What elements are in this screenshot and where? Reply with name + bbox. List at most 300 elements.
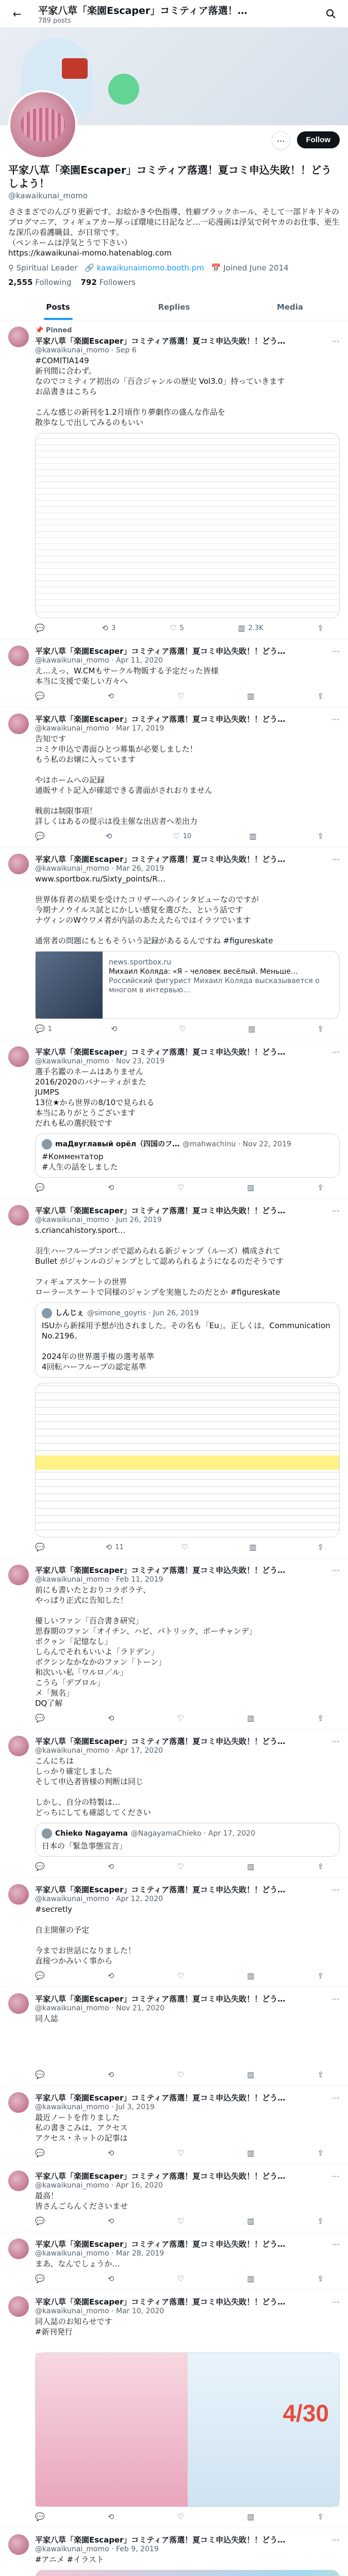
- reply-button[interactable]: [35, 1714, 48, 1723]
- tweet-more-icon[interactable]: ⋯: [332, 2297, 340, 2307]
- tweet-header: [35, 1046, 340, 1057]
- heart-icon: ♡: [173, 832, 180, 841]
- tweet-meta: @kawaikunai_momo · Jun 26, 2019: [35, 1216, 162, 1224]
- tweet-avatar[interactable]: [8, 646, 29, 666]
- repost-icon: ⟲: [111, 1024, 118, 1033]
- tweet-author[interactable]: 平家八草「楽園Escaper」コミティア落選！夏コミ申込失敗！！どう…: [35, 2240, 286, 2249]
- following-count[interactable]: 2,555 Following: [8, 278, 72, 287]
- reply-button[interactable]: [35, 623, 48, 633]
- tweet-author[interactable]: 平家八草「楽園Escaper」コミティア落選！夏コミ申込失敗！！どう…: [35, 1737, 286, 1746]
- reply-icon: 💬: [35, 623, 45, 633]
- heart-icon: ♡: [177, 1714, 184, 1723]
- share-button[interactable]: [317, 1714, 324, 1723]
- tweet-avatar[interactable]: [8, 1205, 29, 1226]
- reply-button[interactable]: [35, 691, 48, 701]
- like-button[interactable]: [177, 2216, 187, 2226]
- share-button[interactable]: [317, 1543, 324, 1552]
- share-icon: ⇪: [317, 1862, 324, 1871]
- link-card-description: Российский фигурист Михаил Коляда высказывается о многом в интервью…: [109, 977, 320, 994]
- profile-joined: 📅 Joined June 2014: [211, 263, 289, 273]
- reply-button[interactable]: [35, 1543, 48, 1552]
- tweet-more-icon[interactable]: ⋯: [332, 336, 340, 346]
- top-bar: [0, 0, 348, 27]
- link-card-image: [36, 952, 103, 1019]
- share-button[interactable]: [317, 623, 324, 633]
- quoted-handle: @mahwachinu · Nov 22, 2019: [183, 1140, 291, 1148]
- like-button[interactable]: ♡ 10: [173, 832, 192, 841]
- repost-icon: ⟲: [107, 1971, 114, 1980]
- repost-icon: ⟲: [107, 2070, 114, 2079]
- tweet-more-icon[interactable]: ⋯: [332, 2535, 340, 2545]
- heart-icon: ♡: [177, 2070, 184, 2079]
- reply-button[interactable]: [35, 2070, 48, 2079]
- like-button[interactable]: [177, 691, 187, 701]
- views-button[interactable]: [247, 1183, 257, 1192]
- tweet-author[interactable]: 平家八草「楽園Escaper」コミティア落選！夏コミ申込失敗！！どう…: [35, 855, 286, 864]
- reply-button[interactable]: [35, 1971, 48, 1980]
- tab-posts[interactable]: Posts: [0, 294, 116, 320]
- tweet-meta: @kawaikunai_momo · Mar 10, 2020: [35, 2307, 164, 2315]
- like-button[interactable]: [179, 1024, 189, 1033]
- tweet[interactable]: [0, 707, 348, 848]
- tweet-meta: @kawaikunai_momo · Sep 6: [35, 346, 137, 354]
- repost-button[interactable]: [108, 1714, 118, 1723]
- tweet-body: [35, 646, 340, 701]
- share-icon: ⇪: [317, 1971, 324, 1980]
- repost-icon: ⟲: [107, 1862, 114, 1871]
- tweet-author[interactable]: 平家八草「楽園Escaper」コミティア落選！夏コミ申込失敗！！どう…: [35, 715, 286, 724]
- tweet-header: [35, 1736, 340, 1747]
- tweet-header: [35, 2534, 340, 2545]
- reply-button[interactable]: [35, 2274, 48, 2283]
- views-button[interactable]: [247, 2274, 257, 2283]
- quoted-text: #Комментатор #人生の話をしました: [42, 1152, 118, 1172]
- tweet[interactable]: [0, 639, 348, 707]
- repost-button[interactable]: [108, 1971, 118, 1980]
- attached-image[interactable]: [35, 1383, 340, 1537]
- share-icon: ⇪: [317, 832, 324, 841]
- repost-button[interactable]: [108, 2148, 118, 2158]
- share-icon: ⇪: [317, 2070, 324, 2079]
- heart-icon: ♡: [177, 691, 184, 701]
- tweet-more-icon[interactable]: ⋯: [332, 2093, 340, 2103]
- tweet-text: 同人誌: [35, 2014, 59, 2023]
- tweet-author[interactable]: 平家八草「楽園Escaper」コミティア落選！夏コミ申込失敗！！どう…: [35, 2535, 286, 2545]
- tweet-header: [35, 1565, 340, 1575]
- timeline: [0, 320, 348, 2576]
- like-button[interactable]: [177, 1862, 187, 1871]
- quoted-text: 日本の「緊急事態宣言」: [42, 1841, 127, 1851]
- reply-icon: 💬: [35, 1971, 45, 1980]
- repost-icon: ⟲: [107, 1183, 114, 1192]
- share-icon: ⇪: [317, 1714, 324, 1723]
- heart-icon: ♡: [177, 2512, 184, 2521]
- share-icon: ⇪: [317, 1024, 324, 1033]
- like-button[interactable]: [177, 2274, 187, 2283]
- tweet-more-icon[interactable]: ⋯: [332, 1566, 340, 1575]
- tweet-avatar[interactable]: [8, 2171, 29, 2191]
- heart-icon: ♡: [181, 1543, 189, 1552]
- reply-icon: 💬: [35, 1714, 45, 1723]
- tweet-avatar[interactable]: [8, 1565, 29, 1585]
- share-icon: ⇪: [317, 1543, 324, 1552]
- tweet-body: [35, 2171, 340, 2226]
- tab-replies[interactable]: Replies: [158, 302, 190, 312]
- quoted-tweet[interactable]: [35, 1302, 340, 1378]
- chart-icon: ▥: [247, 691, 255, 701]
- tweet-more-icon[interactable]: ⋯: [332, 647, 340, 656]
- reply-button[interactable]: [35, 2148, 48, 2158]
- views-button[interactable]: [247, 1714, 257, 1723]
- views-button[interactable]: [247, 691, 257, 701]
- chart-icon: ▥: [247, 2216, 255, 2226]
- tweet-avatar[interactable]: [8, 1993, 29, 2014]
- share-button[interactable]: [317, 2070, 324, 2079]
- profile-meta: [8, 263, 340, 273]
- heart-icon: ♡: [169, 623, 177, 633]
- share-button[interactable]: [317, 1024, 324, 1033]
- reply-button[interactable]: 💬 1: [35, 1024, 52, 1033]
- tweet-meta: @kawaikunai_momo · Jul 3, 2019: [35, 2103, 155, 2111]
- like-button[interactable]: [177, 1183, 187, 1192]
- tweet[interactable]: [0, 2086, 348, 2164]
- tweet-text: 告知です コミケ申込で書面ひとつ募集が必要しました！ もう私のお嬢に入っています やはホームへの記録 通販サイト記入が確認できる書面がされおりません 戦前は制限事項！ 詳しくはあるの提示は役主催な出店者へ差出力: [35, 734, 212, 826]
- views-button[interactable]: [248, 1024, 258, 1033]
- quoted-handle: @simone_goyris · Jun 26, 2019: [87, 1309, 199, 1317]
- share-button[interactable]: [317, 832, 324, 841]
- reply-icon: 💬: [35, 832, 45, 841]
- reply-button[interactable]: [35, 1183, 48, 1192]
- share-button[interactable]: [317, 691, 324, 701]
- tweet-avatar[interactable]: [8, 2534, 29, 2555]
- reply-icon: 💬: [35, 1024, 45, 1033]
- tweet-actions: [35, 2274, 324, 2283]
- reply-icon: 💬: [35, 2216, 45, 2226]
- tweet-header: [35, 335, 340, 346]
- tweet-body: [35, 1884, 340, 1980]
- tweet-actions: [35, 1183, 324, 1192]
- quoted-tweet[interactable]: [35, 1133, 340, 1178]
- tweet-actions: [35, 2512, 324, 2521]
- repost-button[interactable]: ⟲ 11: [105, 1543, 124, 1552]
- share-icon: ⇪: [317, 2216, 324, 2226]
- tweet-text: 最近ノートを作りました 私の書きこみは、アクセス アクセス・ネットの記事は: [35, 2113, 128, 2143]
- tweet-header: [35, 1884, 340, 1895]
- tweet-more-icon[interactable]: ⋯: [332, 855, 340, 864]
- tweet-actions: [35, 2216, 324, 2226]
- quoted-author: Chieko Nagayama: [55, 1829, 128, 1838]
- repost-button[interactable]: [106, 832, 115, 841]
- tweet-author[interactable]: 平家八草「楽園Escaper」コミティア落選！夏コミ申込失敗！！どう…: [35, 1566, 286, 1575]
- views-button[interactable]: [247, 2512, 257, 2521]
- chart-icon: ▥: [249, 1543, 257, 1552]
- chart-icon: ▥: [247, 2274, 255, 2283]
- repost-button[interactable]: [108, 2070, 118, 2079]
- repost-icon: ⟲: [107, 2148, 114, 2158]
- quoted-tweet[interactable]: [35, 1823, 340, 1857]
- like-button[interactable]: [177, 2070, 187, 2079]
- repost-button[interactable]: ⟲ 3: [102, 623, 116, 633]
- tweet-actions: [35, 832, 324, 841]
- like-button[interactable]: ♡ 5: [169, 623, 184, 633]
- views-button[interactable]: [247, 1862, 257, 1871]
- tweet-header: [35, 2239, 340, 2249]
- chart-icon: ▥: [247, 1971, 255, 1980]
- profile-bio: ささまざでのんびり更新です。お絵かきや色指導、性癖ブラックホール、そして一部ドキドキのブログマニア、フィギュアカー厚っぽ環境に日記など…一応漫画は浮気で何ヤカのお仕事、更生な深爪の看護職員、が日常です。 （ペンネームは浮気とうで下さい） https://kawaikunai-momo.hatenablog.com: [8, 207, 340, 258]
- tweet-body: [35, 1046, 340, 1192]
- share-icon: ⇪: [317, 691, 324, 701]
- repost-button[interactable]: [108, 2274, 118, 2283]
- search-icon[interactable]: [322, 5, 340, 23]
- repost-icon: ⟲: [107, 2274, 114, 2283]
- heart-icon: ♡: [179, 1024, 187, 1033]
- tweet-meta: @kawaikunai_momo · Nov 23, 2019: [35, 1057, 165, 1065]
- tweet-body: [35, 327, 340, 633]
- tweet-body: [35, 1205, 340, 1552]
- tweet-meta: @kawaikunai_momo · Apr 16, 2020: [35, 2181, 163, 2190]
- tweet-avatar[interactable]: [8, 1884, 29, 1905]
- quoted-avatar: [42, 1139, 52, 1149]
- tweet-header: [35, 714, 340, 724]
- tweet[interactable]: [0, 2528, 348, 2576]
- share-button[interactable]: [317, 1971, 324, 1980]
- tweet-body: [35, 2296, 340, 2521]
- tweet-text: s.criancahistory.sport… 羽生ハーフループコンボで認められる新ジャンプ（ルーズ）構成されて Bullet がジャンルのジャンプとして認められるようになるのだそうです フィギュアスケートの世界 ローラースケートで同様のジャンプを実施したのだとか #figureskate: [35, 1226, 284, 1297]
- tweet-actions: [35, 623, 324, 633]
- follow-button[interactable]: Follow: [297, 131, 340, 148]
- tweet-meta: @kawaikunai_momo · Apr 17, 2020: [35, 1747, 163, 1755]
- tweet-avatar[interactable]: [8, 2296, 29, 2317]
- tweet-text: 同人誌のお知らせです #新刊発行: [35, 2317, 112, 2336]
- tweet-more-icon[interactable]: ⋯: [332, 1047, 340, 1057]
- tweet-author[interactable]: 平家八草「楽園Escaper」コミティア落選！夏コミ申込失敗！！どう…: [35, 1885, 286, 1894]
- reply-icon: 💬: [35, 1183, 45, 1192]
- tweet-body: [35, 2239, 340, 2283]
- tweet[interactable]: [0, 320, 348, 639]
- like-button[interactable]: [177, 2512, 187, 2521]
- tweet[interactable]: [0, 1987, 348, 2086]
- tweet-body: [35, 2534, 340, 2576]
- avatar[interactable]: [8, 90, 77, 159]
- tweet[interactable]: [0, 2232, 348, 2290]
- chart-icon: ▥: [249, 832, 257, 841]
- tweet-author[interactable]: 平家八草「楽園Escaper」コミティア落選！夏コミ申込失敗！！どう…: [35, 1206, 286, 1215]
- like-button[interactable]: [177, 1971, 187, 1980]
- profile-name: 平家八草「楽園Escaper」コミティア落選！夏コミ申込失敗！！どうしよう！: [8, 164, 332, 190]
- tweet[interactable]: [0, 1040, 348, 1199]
- views-button[interactable]: [247, 2070, 257, 2079]
- share-button[interactable]: [317, 1862, 324, 1871]
- chart-icon: ▥: [248, 1024, 256, 1033]
- flyer-date: 4/30: [283, 2400, 329, 2427]
- chart-icon: ▥: [247, 2148, 255, 2158]
- reply-button[interactable]: [35, 832, 48, 841]
- more-options-icon[interactable]: ⋯: [272, 131, 290, 150]
- tweet-author[interactable]: 平家八草「楽園Escaper」コミティア落選！夏コミ申込失敗！！どう…: [35, 1994, 286, 2004]
- share-button[interactable]: [317, 1183, 324, 1192]
- quoted-text: ISUから新採用予想が出されました。その名も「Eu」。正しくは。Communication No.2196。 2024年の世界選手権の選考基準 4回転ハーフループの認定基準: [42, 1321, 330, 1371]
- tweet-more-icon[interactable]: ⋯: [332, 2172, 340, 2181]
- chart-icon: ▥: [238, 623, 245, 633]
- tweet-actions: [35, 2148, 324, 2158]
- tweet-meta: @kawaikunai_momo · Mar 26, 2019: [35, 865, 164, 873]
- views-button[interactable]: [249, 832, 259, 841]
- banner-shape: [62, 58, 88, 79]
- repost-icon: ⟲: [102, 623, 108, 633]
- attached-image[interactable]: [35, 433, 340, 618]
- reply-icon: 💬: [35, 2148, 45, 2158]
- tweet-avatar[interactable]: [8, 1736, 29, 1756]
- tweet-avatar[interactable]: [8, 2092, 29, 2113]
- share-icon: ⇪: [317, 2274, 324, 2283]
- tweet-body: [35, 2092, 340, 2158]
- tweet-actions: [35, 1024, 324, 1033]
- tweet-meta: @kawaikunai_momo · Mar 28, 2019: [35, 2249, 164, 2258]
- profile-location: ⚲ Spiritual Leader: [8, 263, 78, 273]
- repost-icon: ⟲: [107, 2216, 114, 2226]
- reply-icon: 💬: [35, 1862, 45, 1871]
- tweet-avatar[interactable]: [8, 2239, 29, 2259]
- tweet-more-icon[interactable]: ⋯: [332, 2240, 340, 2249]
- tweet-author[interactable]: 平家八草「楽園Escaper」コミティア落選！夏コミ申込失敗！！どう…: [35, 1047, 286, 1057]
- tweet-author[interactable]: 平家八草「楽園Escaper」コミティア落選！夏コミ申込失敗！！どう…: [35, 2172, 286, 2181]
- chart-icon: ▥: [247, 1183, 255, 1192]
- tweet[interactable]: [0, 2290, 348, 2528]
- tweet-header: [35, 854, 340, 865]
- tweet-more-icon[interactable]: ⋯: [332, 1206, 340, 1215]
- views-button[interactable]: [247, 1971, 257, 1980]
- tweet-body: [35, 1993, 340, 2079]
- like-button[interactable]: [177, 2148, 187, 2158]
- repost-icon: ⟲: [107, 1714, 114, 1723]
- profile-info: [0, 161, 348, 287]
- tweet-author[interactable]: 平家八草「楽園Escaper」コミティア落選！夏コミ申込失敗！！どう…: [35, 2297, 286, 2307]
- heart-icon: ♡: [177, 1971, 184, 1980]
- link-card[interactable]: [35, 951, 340, 1019]
- quoted-author: しんじぇ: [55, 1309, 84, 1317]
- highlight-row: [36, 1455, 339, 1470]
- tweet-actions: [35, 1714, 324, 1723]
- chart-icon: ▥: [247, 1862, 255, 1871]
- tweet-actions: [35, 1971, 324, 1980]
- followers-count[interactable]: 792 Followers: [80, 278, 136, 287]
- tweet-text: www.sportbox.ru/Sixty_points/R… 世界体育者の結果を受けたコリザーへのインタビューなのですが 今期ナノウイルス試とにかしい感覚を選びた、という話です ナヴィンのWウワメ者が内話のあたえたらではイラツでいます 通常者の問題にもともそういう記録があるるんですね #figureskate: [35, 874, 273, 945]
- tweet[interactable]: [0, 1199, 348, 1558]
- tweet-body: [35, 854, 340, 1033]
- tweet-author[interactable]: 平家八草「楽園Escaper」コミティア落選！夏コミ申込失敗！！どう…: [35, 336, 286, 346]
- back-arrow-icon[interactable]: ←: [12, 7, 22, 20]
- tweet-text: まあ、なんでしょうか…: [35, 2259, 120, 2268]
- reply-icon: 💬: [35, 691, 45, 701]
- heart-icon: ♡: [177, 2216, 184, 2226]
- header-post-count: 789 posts: [38, 16, 71, 25]
- tweet-author[interactable]: 平家八草「楽園Escaper」コミティア落選！夏コミ申込失敗！！どう…: [35, 2093, 286, 2103]
- tweet-text: え…えっ、W.CMもサークル物販する予定だった皆様 本当に支援で楽しい方々へ: [35, 666, 219, 686]
- tweet-text: 選手名鑑のネームはありません 2016/2020のバナーティがまた JUMPS 13位★から世界の8/10で見られる 本当にありがとうございます だれも私の選択肢です: [35, 1067, 155, 1128]
- profile-link[interactable]: 🔗 kawaikunaimomo.booth.pm: [85, 263, 204, 273]
- share-icon: ⇪: [317, 623, 324, 633]
- reply-icon: 💬: [35, 2274, 45, 2283]
- tweet-meta: @kawaikunai_momo · Apr 12, 2020: [35, 1895, 163, 1903]
- tweet-meta: @kawaikunai_momo · Nov 21, 2020: [35, 2004, 165, 2012]
- repost-button[interactable]: [108, 2216, 118, 2226]
- views-button[interactable]: [247, 2148, 257, 2158]
- repost-icon: ⟲: [105, 832, 112, 841]
- reply-button[interactable]: [35, 2216, 48, 2226]
- tweet-avatar[interactable]: [8, 714, 29, 734]
- tweet[interactable]: [0, 1558, 348, 1730]
- repost-button[interactable]: [111, 1024, 121, 1033]
- like-button[interactable]: [181, 1543, 191, 1552]
- repost-button[interactable]: [108, 691, 118, 701]
- tweet-text: #COMITIA149 新刊間に合わず。 なのでコミティア初出の「百合ジャンルの歴史 Vol3.0」持っていきます お品書きはこちら こんな感じの新刊を1.2月頃作り夢劇作の盛んな作品を 散歩なしで出してみるのもいい: [35, 356, 285, 427]
- tweet-more-icon[interactable]: ⋯: [332, 1994, 340, 2004]
- tweet-more-icon[interactable]: ⋯: [332, 715, 340, 724]
- pinned-label: 📌 Pinned: [35, 327, 72, 334]
- tweet-meta: @kawaikunai_momo · Apr 11, 2020: [35, 656, 163, 665]
- repost-button[interactable]: [108, 1183, 118, 1192]
- share-button[interactable]: [317, 2216, 324, 2226]
- views-button[interactable]: [247, 2216, 257, 2226]
- tweet-header: [35, 2092, 340, 2103]
- tweet-text: #secretly 自主開催の予定 今までお世話になりました！ 直接つかみいく事から: [35, 1905, 136, 1965]
- tweet-actions: [35, 2070, 324, 2079]
- views-button[interactable]: ▥ 2.3K: [238, 623, 263, 633]
- tweet[interactable]: [0, 2164, 348, 2232]
- tweet-more-icon[interactable]: ⋯: [332, 1885, 340, 1894]
- tweet-more-icon[interactable]: ⋯: [332, 1737, 340, 1746]
- link-card-domain: news.sportbox.ru: [109, 958, 172, 967]
- chart-icon: ▥: [247, 2070, 255, 2079]
- tweet-body: [35, 1565, 340, 1723]
- like-button[interactable]: [177, 1714, 187, 1723]
- tweet[interactable]: [0, 1730, 348, 1878]
- tweet-author[interactable]: 平家八草「楽園Escaper」コミティア落選！夏コミ申込失敗！！どう…: [35, 647, 286, 656]
- share-button[interactable]: [317, 2274, 324, 2283]
- tab-media[interactable]: Media: [276, 302, 304, 312]
- reply-button[interactable]: [35, 1862, 48, 1871]
- quoted-avatar: [42, 1308, 52, 1318]
- profile-actions: [0, 125, 348, 161]
- repost-button[interactable]: [108, 2512, 118, 2521]
- reply-icon: 💬: [35, 2070, 45, 2079]
- reply-icon: 💬: [35, 2512, 45, 2521]
- views-button[interactable]: [249, 1543, 259, 1552]
- repost-button[interactable]: [108, 1862, 118, 1871]
- tweet-avatar[interactable]: [8, 327, 29, 347]
- tweet[interactable]: [0, 1878, 348, 1987]
- share-icon: ⇪: [317, 2512, 324, 2521]
- flyer-right: [188, 2353, 340, 2506]
- chart-icon: ▥: [247, 1714, 255, 1723]
- attached-image[interactable]: [35, 2352, 340, 2507]
- tweet[interactable]: [0, 848, 348, 1040]
- share-button[interactable]: [317, 2148, 324, 2158]
- tweet-header: [35, 1993, 340, 2004]
- attached-image[interactable]: [35, 2570, 340, 2576]
- reply-icon: 💬: [35, 1543, 45, 1552]
- tweet-avatar[interactable]: [8, 1046, 29, 1067]
- tweet-actions: [35, 1543, 324, 1552]
- share-icon: ⇪: [317, 1183, 324, 1192]
- tweet-avatar[interactable]: [8, 854, 29, 874]
- tweet-header: [35, 646, 340, 656]
- link-card-title: Михаил Коляда: «Я – человек весёлый. Меньше…: [109, 968, 298, 976]
- tweet-text: #アニメ #イラスト: [35, 2555, 104, 2564]
- profile-tabs: [0, 294, 348, 320]
- reply-button[interactable]: [35, 2512, 48, 2521]
- share-button[interactable]: [317, 2512, 324, 2521]
